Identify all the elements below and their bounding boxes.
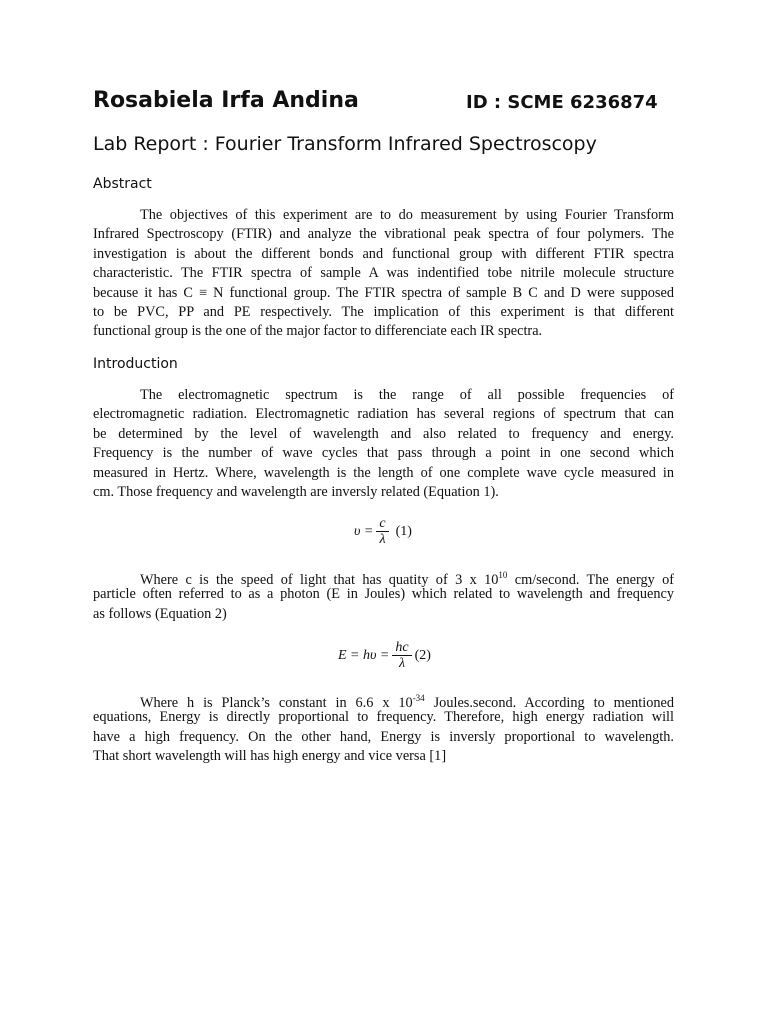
eq2-label: (2) bbox=[414, 648, 431, 663]
eq1-lhs: υ = bbox=[354, 524, 374, 539]
text-line: functional group is the one of the major factor to differenciate each IR spectra. bbox=[93, 323, 543, 340]
text-line: as follows (Equation 2) bbox=[93, 605, 227, 622]
text-line: Infrared Spectroscopy (FTIR) and analyze the vibrational peak spectra of four polymers. The bbox=[93, 226, 674, 243]
text-line: Where h is Planck’s constant in 6.6 x $10^{-34}$ Joules.second. According to mentioned bbox=[140, 693, 674, 711]
equation-1 bbox=[354, 516, 412, 548]
text-line: That short wavelength will has high energy and vice versa [1] bbox=[93, 748, 447, 765]
text-line: electromagnetic radiation. Electromagnetic radiation has several regions of spectrum that can bbox=[93, 406, 674, 423]
intro-paragraph-1 bbox=[93, 386, 674, 502]
text-line: investigation is about the different bonds and functional group with different FTIR spectra bbox=[93, 245, 674, 262]
intro-paragraph-3 bbox=[93, 689, 674, 767]
text-line: The objectives of this experiment are to do measurement by using Fourier Transform bbox=[140, 207, 674, 223]
eq1-numerator: c bbox=[376, 516, 388, 532]
text-line: The electromagnetic spectrum is the range of all possible frequencies of bbox=[140, 387, 674, 403]
eq2-denominator: λ bbox=[398, 656, 406, 671]
equation-2 bbox=[338, 640, 431, 672]
text-line: to be PVC, PP and PE respectively. The implication of this experiment is that different bbox=[93, 303, 674, 320]
eq2-fraction bbox=[392, 640, 411, 672]
text-line: equations, Energy is directly proportional to frequency. Therefore, high energy radiation will bbox=[93, 709, 674, 726]
student-id: ID : SCME 6236874 bbox=[466, 92, 658, 113]
text-line: cm. Those frequency and wavelength are inversly related (Equation 1). bbox=[93, 483, 499, 500]
text-line: characteristic. The FTIR spectra of sample A was indentified tobe nitrile molecule structure bbox=[93, 265, 674, 282]
eq1-fraction bbox=[376, 516, 388, 548]
text-line: Where c is the speed of light that has quatity of 3 x $10^{10}$ cm/second. The energy of bbox=[140, 570, 675, 588]
text-line: measured in Hertz. Where, wavelength is the length of one complete wave cycle measured in bbox=[93, 464, 674, 481]
abstract-paragraph bbox=[93, 206, 674, 342]
abstract-heading: Abstract bbox=[93, 176, 152, 192]
report-title: Lab Report : Fourier Transform Infrared Spectroscopy bbox=[93, 133, 597, 155]
eq2-lhs: E = hυ = bbox=[338, 648, 390, 663]
eq1-label: (1) bbox=[395, 524, 412, 539]
intro-paragraph-2 bbox=[93, 566, 674, 624]
text-line: particle often referred to as a photon (E in Joules) which related to wavelength and frequency bbox=[93, 586, 674, 603]
introduction-heading: Introduction bbox=[93, 356, 178, 372]
text-line: Frequency is the number of wave cycles that pass through a point in one second which bbox=[93, 445, 674, 462]
author-name: Rosabiela Irfa Andina bbox=[93, 88, 359, 113]
eq2-numerator: hc bbox=[392, 640, 411, 656]
text-line: have a high frequency. On the other hand, Energy is inversly proportional to wavelength. bbox=[93, 728, 674, 745]
eq1-denominator: λ bbox=[379, 532, 386, 547]
text-line: because it has C ≡ N functional group. The FTIR spectra of sample B C and D were supposed bbox=[93, 284, 674, 301]
text-line: be determined by the level of wavelength and also related to frequency and energy. bbox=[93, 425, 674, 442]
